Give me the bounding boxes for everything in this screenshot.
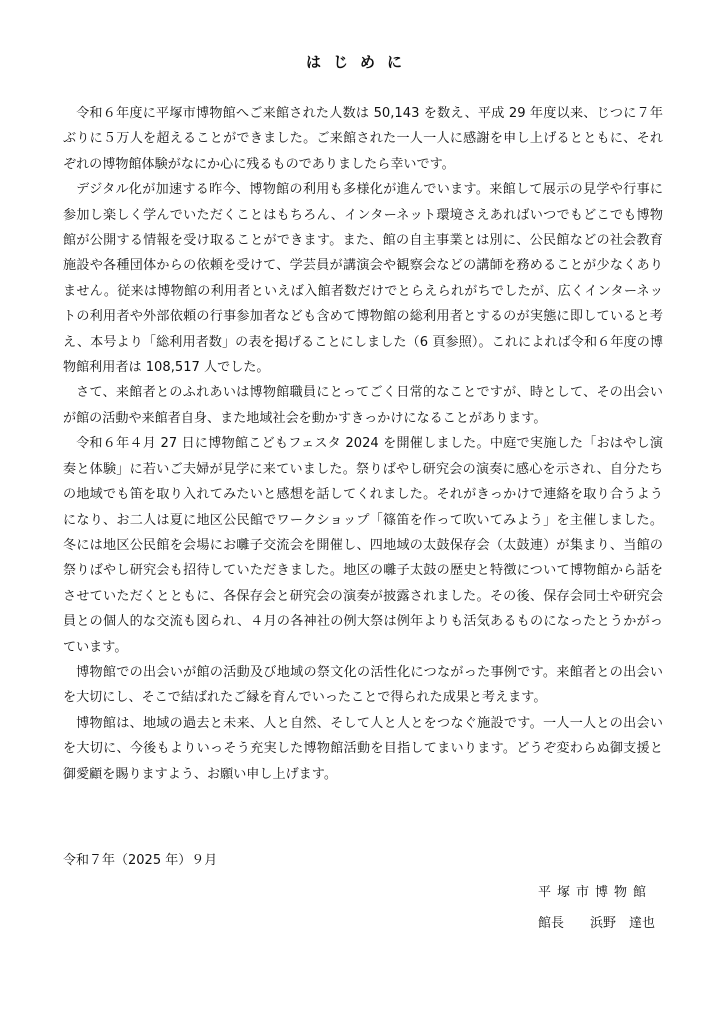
page-title: はじめに bbox=[305, 53, 414, 71]
signature-organization: 平塚市博物館 bbox=[538, 885, 653, 900]
paragraph-5: 博物館での出会いが館の活動及び地域の祭文化の活性化につながった事例です。来館者との出会いを大切にし、そこで結ばれたご縁を育んでいったことで得られた成果と考えます。 bbox=[63, 664, 663, 706]
signature-director: 館長 浜野 達也 bbox=[538, 916, 656, 931]
paragraph-4: 令和６年４月 27 日に博物館こどもフェスタ 2024 を開催しました。中庭で実施した「おはやし演奏と体験」に若いご夫婦が見学に来ていました。祭りばやし研究会の演奏に感心を示され、自分たちの地域でも笛を取り入れてみたいと感想を話してくれました。それがきっかけで連絡を取り合うようになり、お二人は夏に地区公民館でワークショップ「篠笛を作って吹いてみよう」を主催しました。冬には地区公民館を会場にお囃子交流会を開催し、四地域の太鼓保存会（太鼓連）が集まり、当館の祭りばやし研究会も招待していただきました。地区の囃子太鼓の歴史と特徴について博物館から話をさせていただくとともに、各保存会と研究会の演奏が披露されました。その後、保存会同士や研究会員との個人的な交流も図られ、４月の各神社の例大祭は例年よりも活気あるものになったとうかがっています。 bbox=[63, 436, 663, 655]
paragraph-6: 博物館は、地域の過去と未来、人と自然、そして人と人とをつなぐ施設です。一人一人との出会いを大切に、今後もよりいっそう充実した博物館活動を目指してまいります。どうぞ変わらぬ御支援と御愛顧を賜りますよう、お願い申し上げます。 bbox=[63, 715, 663, 782]
body-text bbox=[63, 101, 663, 787]
paragraph-3: さて、来館者とのふれあいは博物館職員にとってごく日常的なことですが、時として、その出会いが館の活動や来館者自身、また地域社会を動かすきっかけになることがあります。 bbox=[63, 385, 663, 426]
issue-date: 令和７年（2025 年）９月 bbox=[63, 853, 218, 868]
paragraph-1: 令和６年度に平塚市博物館へご来館された人数は 50,143 を数え、平成 29 年度以来、じつに７年ぶりに５万人を超えることができました。ご来館された一人一人に感謝を申し上げるとともに、それぞれの博物館体験がなにか心に残るものでありましたら幸いです。 bbox=[63, 106, 663, 172]
paragraph-2: デジタル化が加速する昨今、博物館の利用も多様化が進んでいます。来館して展示の見学や行事に参加し楽しく学んでいただくことはもちろん、インターネット環境さえあればいつでもどこでも博物館が公開する情報を受け取ることができます。また、館の自主事業とは別に、公民館などの社会教育施設や各種団体からの依頼を受けて、学芸員が講演会や観察会などの講師を務めることが少なくありません。従来は博物館の利用者といえば入館者数だけでとらえられがちでしたが、広くインターネットの利用者や外部依頼の行事参加者なども含めて博物館の総利用者とするのが実態に即していると考え、本号より「総利用者数」の表を掲げることにしました（6 頁参照）。これによれば令和６年度の博物館利用者は 108,517 人でした。 bbox=[63, 182, 663, 376]
